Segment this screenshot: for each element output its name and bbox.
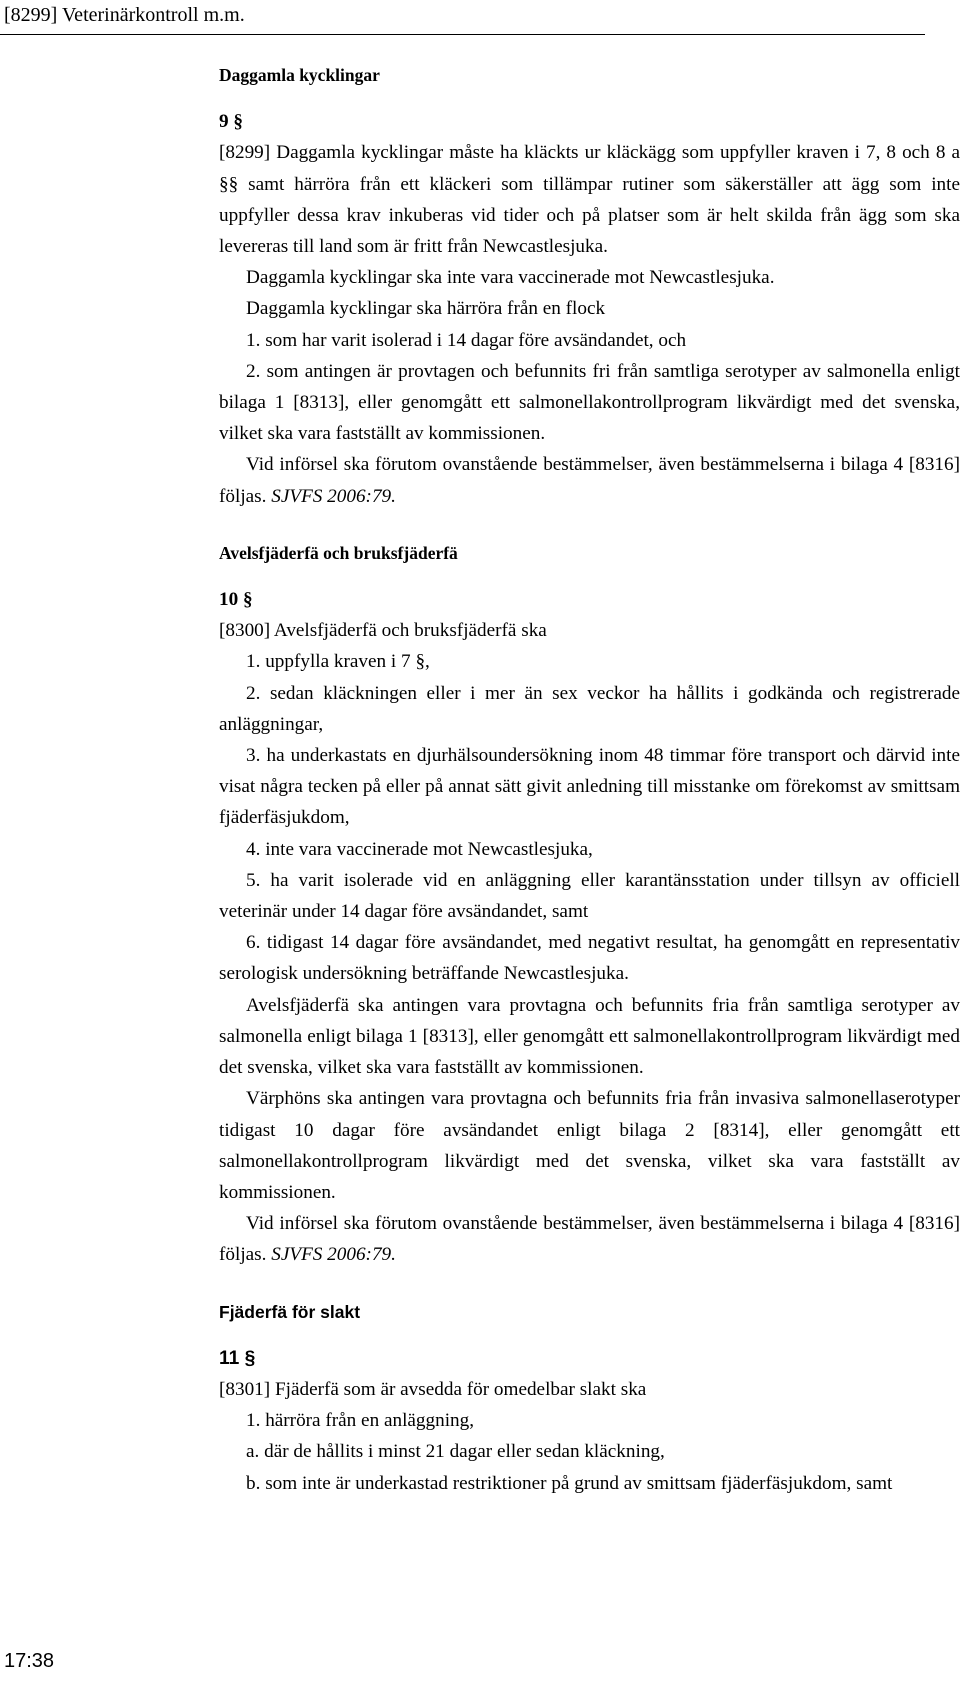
header-rule	[0, 34, 925, 35]
paragraph-number-9: 9 §	[219, 111, 243, 133]
footer-time: 17:38	[4, 1650, 55, 1672]
paragraph-text: Daggamla kycklingar ska härröra från en flock	[246, 298, 606, 320]
list-item: 1. som har varit isolerad i 14 dagar före avsändandet, och	[246, 329, 687, 351]
list-item: 1. härröra från en anläggning,	[246, 1410, 475, 1432]
paragraph-text: [8300] Avelsfjäderfä och bruksfjäderfä ska	[219, 620, 547, 642]
list-item: b. som inte är underkastad restriktioner på grund av smittsam fjäderfäsjukdom, samt	[246, 1472, 893, 1494]
list-item: 5. ha varit isolerade vid en anläggning eller karantänsstation under tillsyn av officiell veterinär under 14 dagar före avsändandet, samt	[219, 869, 960, 923]
paragraph-text: Vid införsel ska förutom ovanstående bestämmelser, även bestämmelserna i bilaga 4 [8316] följas.	[219, 454, 960, 507]
paragraph-text: [8301] Fjäderfä som är avsedda för omedelbar slakt ska	[219, 1378, 647, 1400]
paragraph-text	[219, 1208, 960, 1270]
paragraph-text	[219, 449, 960, 511]
paragraph-text: Avelsfjäderfä ska antingen vara provtagna och befunnits fria från samtliga serotyper av salmonella enligt bilaga 1 [8313], eller genomgått ett salmonellakontrollprogram likvärdigt med det svenska, vilket ska vara fastställt av kommissionen.	[219, 994, 960, 1079]
list-item: 1. uppfylla kraven i 7 §,	[246, 651, 430, 673]
list-item: 3. ha underkastats en djurhälsoundersökning inom 48 timmar före transport och därvid inte visat några tecken på eller på annat sätt givit anledning till misstanke om förekomst av smittsam fjäderfäsjukdom,	[219, 745, 960, 829]
list-item: 6. tidigast 14 dagar före avsändandet, med negativt resultat, ha genomgått en representativ serologisk undersökning beträffande Newcastlesjuka.	[219, 932, 960, 985]
paragraph-number-10: 10 §	[219, 589, 253, 611]
paragraph-text: Vid införsel ska förutom ovanstående bestämmelser, även bestämmelserna i bilaga 4 [8316] följas.	[219, 1213, 960, 1266]
paragraph-number-11: 11 §	[219, 1347, 256, 1369]
section-heading-9: Daggamla kycklingar	[219, 65, 380, 85]
list-item: 2. som antingen är provtagen och befunnits fri från samtliga serotyper av salmonella enligt bilaga 1 [8313], eller genomgått ett salmonellakontrollprogram likvärdigt med det svenska, vilket ska vara fastställt av kommissionen.	[219, 360, 960, 445]
document-header: [8299] Veterinärkontroll m.m.	[4, 4, 245, 26]
list-item: a. där de hållits i minst 21 dagar eller sedan kläckning,	[246, 1441, 665, 1463]
paragraph-text: Värphöns ska antingen vara provtagna och befunnits fria från invasiva salmonellaserotyper tidigast 10 dagar före avsändandet enligt bilaga 2 [8314], eller genomgått ett salmonellakontrollprogram likvärdigt med det svenska, vilket ska vara fastställt av kommissionen.	[219, 1088, 960, 1203]
section-heading-10: Avelsfjäderfä och bruksfjäderfä	[219, 542, 458, 563]
list-item: 2. sedan kläckningen eller i mer än sex veckor ha hållits i godkända och registrerade anläggningar,	[219, 682, 960, 735]
legal-reference: SJVFS 2006:79.	[271, 485, 396, 507]
section-heading-11: Fjäderfä för slakt	[219, 1301, 361, 1322]
paragraph-text: Daggamla kycklingar ska inte vara vaccinerade mot Newcastlesjuka.	[246, 267, 775, 289]
paragraph-text: [8299] Daggamla kycklingar måste ha kläckts ur kläckägg som uppfyller kraven i 7, 8 och 8 a §§ samt härröra från ett kläckeri som tillämpar rutiner som säkerställer att ägg som inte uppfyller dessa krav inkuberas vid tider och på platser som är helt skilda från ägg som ska levereras till land som är fritt från Newcastlesjuka.	[219, 142, 960, 258]
list-item: 4. inte vara vaccinerade mot Newcastlesjuka,	[246, 838, 593, 860]
legal-reference: SJVFS 2006:79.	[271, 1244, 396, 1266]
document-body	[219, 60, 960, 1499]
